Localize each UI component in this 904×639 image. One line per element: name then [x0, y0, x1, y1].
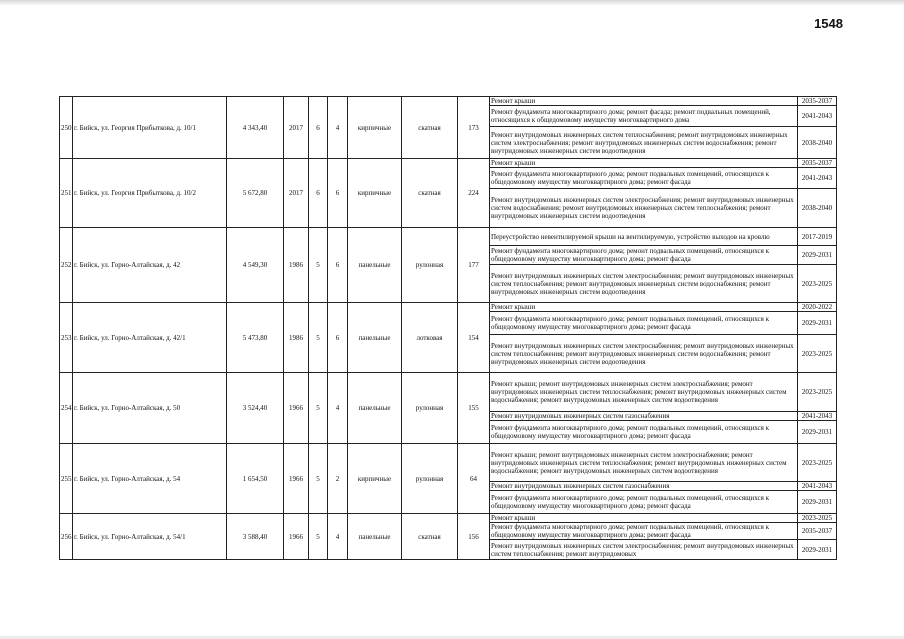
total-area: 4 549,30 [227, 228, 284, 303]
roof-type: скатная [402, 159, 458, 228]
floors-count: 6 [309, 159, 328, 228]
apartments-count: 154 [458, 303, 490, 373]
house-address: г. Бийск, ул. Горно-Алтайская, д. 54/1 [73, 514, 227, 560]
row-number: 255 [60, 444, 73, 514]
total-area: 1 654,50 [227, 444, 284, 514]
apartments-count: 173 [458, 97, 490, 159]
house-address: г. Бийск, ул. Георгия Прибыткова, д. 10/1 [73, 97, 227, 159]
house-address: г. Бийск, ул. Георгия Прибыткова, д. 10/2 [73, 159, 227, 228]
wall-material: панельные [348, 373, 402, 444]
build-year: 1966 [284, 444, 309, 514]
work-period: 2029-2031 [798, 421, 837, 444]
row-number: 256 [60, 514, 73, 560]
build-year: 1986 [284, 228, 309, 303]
work-description: Ремонт внутридомовых инженерных систем теплоснабжения; ремонт внутридомовых инженерных систем электроснабжения; ремонт внутридомовых инженерных систем водоснабжения; ремонт внутридомовых инженерных систем водоотведения [490, 127, 798, 159]
page-number: 1548 [814, 16, 843, 31]
work-period: 2023-2025 [798, 514, 837, 523]
work-description: Ремонт крыши [490, 303, 798, 312]
table-row [60, 444, 837, 482]
house-address: г. Бийск, ул. Горно-Алтайская, д. 42 [73, 228, 227, 303]
floors-count: 5 [309, 514, 328, 560]
work-description: Переустройство невентилируемой крыши на вентилируемую, устройство выходов на кровлю [490, 228, 798, 246]
work-period: 2038-2040 [798, 189, 837, 228]
work-period: 2038-2040 [798, 127, 837, 159]
work-period: 2023-2025 [798, 335, 837, 373]
row-number: 253 [60, 303, 73, 373]
total-area: 4 343,40 [227, 97, 284, 159]
floors-count: 5 [309, 444, 328, 514]
work-period: 2035-2037 [798, 97, 837, 106]
table-row [60, 514, 837, 523]
build-year: 2017 [284, 159, 309, 228]
wall-material: панельные [348, 303, 402, 373]
total-area: 3 588,40 [227, 514, 284, 560]
roof-type: скатная [402, 97, 458, 159]
row-number: 250 [60, 97, 73, 159]
work-description: Ремонт внутридомовых инженерных систем газоснабжения [490, 482, 798, 491]
work-description: Ремонт фундамента многоквартирного дома; ремонт подвальных помещений, относящихся к общедомовому имуществу многоквартирного дома; ремонт фасада [490, 168, 798, 189]
wall-material: панельные [348, 228, 402, 303]
work-period: 2020-2022 [798, 303, 837, 312]
total-area: 5 473,80 [227, 303, 284, 373]
table-row [60, 97, 837, 106]
work-period: 2035-2037 [798, 523, 837, 540]
table-row [60, 373, 837, 412]
work-description: Ремонт крыши [490, 159, 798, 168]
work-period: 2029-2031 [798, 246, 837, 265]
table-row [60, 303, 837, 312]
entrances-count: 6 [328, 159, 348, 228]
build-year: 1966 [284, 514, 309, 560]
wall-material: кирпичные [348, 444, 402, 514]
total-area: 3 524,40 [227, 373, 284, 444]
apartments-count: 156 [458, 514, 490, 560]
floors-count: 6 [309, 97, 328, 159]
work-description: Ремонт крыши; ремонт внутридомовых инженерных систем электроснабжения; ремонт внутридомовых инженерных систем теплоснабжения; ремонт внутридомовых инженерных систем водоснабжения; ремонт внутридомовых инженерных систем водоотведения [490, 373, 798, 412]
work-period: 2017-2019 [798, 228, 837, 246]
work-description: Ремонт фундамента многоквартирного дома; ремонт подвальных помещений, относящихся к общедомовому имуществу многоквартирного дома; ремонт фасада [490, 421, 798, 444]
work-description: Ремонт крыши; ремонт внутридомовых инженерных систем электроснабжения; ремонт внутридомовых инженерных систем теплоснабжения; ремонт внутридомовых инженерных систем водоснабжения; ремонт внутридомовых инженерных систем водоотведения [490, 444, 798, 482]
work-description: Ремонт крыши [490, 514, 798, 523]
build-year: 1966 [284, 373, 309, 444]
entrances-count: 4 [328, 373, 348, 444]
work-description: Ремонт фундамента многоквартирного дома; ремонт подвальных помещений, относящихся к общедомовому имуществу многоквартирного дома; ремонт фасада [490, 523, 798, 540]
house-address: г. Бийск, ул. Горно-Алтайская, д. 54 [73, 444, 227, 514]
table-body [60, 97, 837, 560]
floors-count: 5 [309, 373, 328, 444]
row-number: 254 [60, 373, 73, 444]
work-period: 2041-2043 [798, 106, 837, 127]
work-description: Ремонт крыши [490, 97, 798, 106]
work-description: Ремонт фундамента многоквартирного дома; ремонт подвальных помещений, относящихся к общедомовому имуществу многоквартирного дома; ремонт фасада [490, 246, 798, 265]
work-period: 2023-2025 [798, 444, 837, 482]
scan-edge [0, 0, 904, 6]
work-period: 2023-2025 [798, 265, 837, 303]
floors-count: 5 [309, 228, 328, 303]
entrances-count: 4 [328, 514, 348, 560]
work-description: Ремонт фундамента многоквартирного дома; ремонт подвальных помещений, относящихся к общедомовому имуществу многоквартирного дома; ремонт фасада [490, 312, 798, 335]
work-period: 2023-2025 [798, 373, 837, 412]
build-year: 1986 [284, 303, 309, 373]
roof-type: скатная [402, 514, 458, 560]
entrances-count: 2 [328, 444, 348, 514]
total-area: 5 672,80 [227, 159, 284, 228]
table-row [60, 159, 837, 168]
roof-type: рулонная [402, 228, 458, 303]
roof-type: рулонная [402, 373, 458, 444]
work-period: 2029-2031 [798, 491, 837, 514]
work-description: Ремонт фундамента многоквартирного дома; ремонт фасада; ремонт подвальных помещений, относящихся к общедомовому имуществу многоквартирного дома [490, 106, 798, 127]
work-period: 2029-2031 [798, 540, 837, 560]
entrances-count: 6 [328, 303, 348, 373]
table-row [60, 228, 837, 246]
repair-program-table [59, 96, 837, 560]
work-period: 2029-2031 [798, 312, 837, 335]
apartments-count: 64 [458, 444, 490, 514]
work-description: Ремонт внутридомовых инженерных систем газоснабжения [490, 412, 798, 421]
work-description: Ремонт внутридомовых инженерных систем электроснабжения; ремонт внутридомовых инженерных систем теплоснабжения; ремонт внутридомовых инженерных систем водоснабжения; ремонт внутридомовых инженерных систем водоотведения [490, 335, 798, 373]
floors-count: 5 [309, 303, 328, 373]
house-address: г. Бийск, ул. Горно-Алтайская, д. 50 [73, 373, 227, 444]
entrances-count: 4 [328, 97, 348, 159]
row-number: 251 [60, 159, 73, 228]
roof-type: рулонная [402, 444, 458, 514]
work-period: 2035-2037 [798, 159, 837, 168]
apartments-count: 177 [458, 228, 490, 303]
house-address: г. Бийск, ул. Горно-Алтайская, д. 42/1 [73, 303, 227, 373]
entrances-count: 6 [328, 228, 348, 303]
build-year: 2017 [284, 97, 309, 159]
work-description: Ремонт фундамента многоквартирного дома; ремонт подвальных помещений, относящихся к общедомовому имуществу многоквартирного дома; ремонт фасада [490, 491, 798, 514]
work-period: 2041-2043 [798, 168, 837, 189]
work-description: Ремонт внутридомовых инженерных систем электроснабжения; ремонт внутридомовых инженерных систем теплоснабжения; ремонт внутридомовых [490, 540, 798, 560]
work-description: Ремонт внутридомовых инженерных систем электроснабжения; ремонт внутридомовых инженерных систем водоснабжения; ремонт внутридомовых инженерных систем теплоснабжения; ремонт внутридомовых инженерных систем водоотведения [490, 189, 798, 228]
work-period: 2041-2043 [798, 412, 837, 421]
row-number: 252 [60, 228, 73, 303]
work-period: 2041-2043 [798, 482, 837, 491]
wall-material: кирпичные [348, 159, 402, 228]
apartments-count: 155 [458, 373, 490, 444]
wall-material: панельные [348, 514, 402, 560]
wall-material: кирпичные [348, 97, 402, 159]
apartments-count: 224 [458, 159, 490, 228]
roof-type: лотковая [402, 303, 458, 373]
work-description: Ремонт внутридомовых инженерных систем электроснабжения; ремонт внутридомовых инженерных систем теплоснабжения; ремонт внутридомовых инженерных систем водоснабжения; ремонт внутридомовых инженерных систем водоотведения [490, 265, 798, 303]
